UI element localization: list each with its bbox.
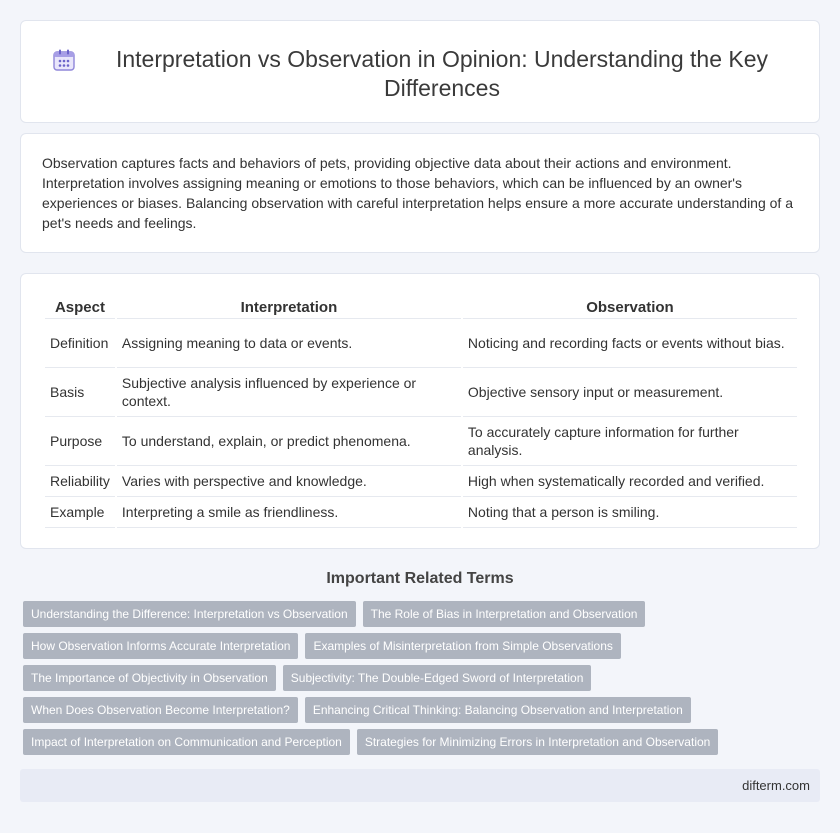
cell-interpretation: Assigning meaning to data or events. — [117, 319, 461, 368]
related-term-link[interactable]: The Importance of Objectivity in Observation — [23, 665, 276, 691]
intro-paragraph: Observation captures facts and behaviors of pets, providing objective data about their actions and environment. Interpretation involves assigning meaning or emotions to those behaviors, which can be influenced by an owner's experiences or biases. Balancing observation with careful interpretation helps ensure a more accurate understanding of a pet's needs and feelings. — [42, 155, 793, 231]
cell-observation: High when systematically recorded and verified. — [463, 466, 797, 497]
cell-observation: Noting that a person is smiling. — [463, 497, 797, 528]
tag-row — [23, 665, 823, 691]
cell-observation: Noticing and recording facts or events without bias. — [463, 319, 797, 368]
comparison-table-card — [20, 273, 820, 549]
tag-row — [23, 633, 823, 659]
related-term-link[interactable]: Strategies for Minimizing Errors in Interpretation and Observation — [357, 729, 719, 755]
header-interpretation: Interpretation — [117, 294, 461, 319]
cell-aspect: Example — [45, 497, 115, 528]
related-term-link[interactable]: Subjectivity: The Double-Edged Sword of Interpretation — [283, 665, 592, 691]
tag-row — [23, 697, 823, 723]
tag-row — [23, 729, 823, 755]
intro-card — [20, 133, 820, 253]
cell-interpretation: To understand, explain, or predict phenomena. — [117, 417, 461, 466]
calendar-icon — [51, 47, 77, 73]
related-term-link[interactable]: Understanding the Difference: Interpretation vs Observation — [23, 601, 356, 627]
cell-aspect: Purpose — [45, 417, 115, 466]
related-term-link[interactable]: When Does Observation Become Interpretation? — [23, 697, 298, 723]
related-term-link[interactable]: Enhancing Critical Thinking: Balancing Observation and Interpretation — [305, 697, 691, 723]
site-link[interactable]: difterm.com — [742, 778, 810, 793]
tag-row — [23, 601, 823, 627]
header-observation: Observation — [463, 294, 797, 319]
cell-aspect: Basis — [45, 368, 115, 417]
related-terms-list — [23, 601, 823, 761]
cell-aspect: Reliability — [45, 466, 115, 497]
related-terms-title: Important Related Terms — [326, 570, 514, 587]
table-row — [45, 417, 797, 466]
cell-aspect: Definition — [45, 319, 115, 368]
cell-interpretation: Subjective analysis influenced by experience or context. — [117, 368, 461, 417]
related-term-link[interactable]: Examples of Misinterpretation from Simple Observations — [305, 633, 620, 659]
related-term-link[interactable]: How Observation Informs Accurate Interpretation — [23, 633, 298, 659]
footer — [20, 769, 820, 802]
header-card — [20, 20, 820, 123]
table-row — [45, 466, 797, 497]
related-term-link[interactable]: The Role of Bias in Interpretation and Observation — [363, 601, 646, 627]
page-title: Interpretation vs Observation in Opinion: Understanding the Key Differences — [115, 46, 769, 101]
header-aspect: Aspect — [45, 294, 115, 319]
cell-interpretation: Varies with perspective and knowledge. — [117, 466, 461, 497]
comparison-table — [43, 294, 799, 528]
table-row — [45, 319, 797, 368]
cell-observation: Objective sensory input or measurement. — [463, 368, 797, 417]
related-term-link[interactable]: Impact of Interpretation on Communication and Perception — [23, 729, 350, 755]
table-row — [45, 368, 797, 417]
table-row — [45, 497, 797, 528]
cell-observation: To accurately capture information for further analysis. — [463, 417, 797, 466]
table-header-row — [45, 294, 797, 319]
cell-interpretation: Interpreting a smile as friendliness. — [117, 497, 461, 528]
